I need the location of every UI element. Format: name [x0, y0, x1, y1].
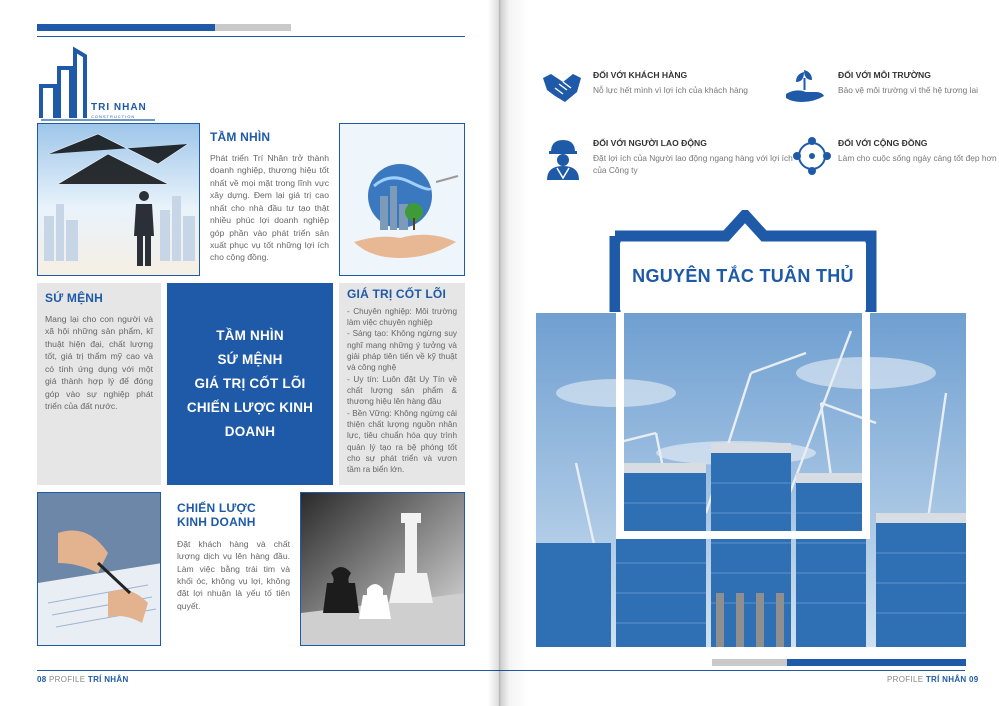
globe-city-image	[339, 123, 465, 276]
commitment-title: ĐỐI VỚI NGƯỜI LAO ĐỘNG	[593, 138, 707, 148]
bottom-rule	[37, 670, 499, 671]
commitment-title: ĐỐI VỚI KHÁCH HÀNG	[593, 70, 688, 80]
footer-brand: TRÍ NHÂN	[925, 675, 967, 684]
vision-title: TẦM NHÌN	[210, 130, 271, 144]
strategy-text: Đặt khách hàng và chất lượng dịch vụ lên hàng đầu. Làm việc bằng trái tim và khối óc, không vụ lợi, không đặt lợi nhuận là yếu tố tiên quyết.	[177, 538, 290, 611]
logo-tagline: CONSTRUCTION	[91, 114, 136, 119]
commitment-environment	[838, 70, 999, 96]
commitment-customers	[593, 70, 793, 96]
top-bar-gray	[215, 24, 291, 31]
core-values-title: GIÁ TRỊ CỐT LÕI	[347, 287, 446, 301]
commitment-workers	[593, 138, 793, 176]
page-gutter-shadow	[488, 0, 510, 706]
left-footer	[37, 675, 129, 684]
left-page	[0, 0, 499, 706]
plant-hand-icon	[784, 64, 824, 104]
vision-text: Phát triển Trí Nhân trở thành doanh nghiệp, thương hiệu tốt nhất về mọi mặt trong lĩnh vực xây dựng. Đem lại giá trị cao nhất cho nhà đầu tư tạo thật nhiều phúc lợi doanh nghiệp góp phần vào phát triển sản xuất phục vụ tốt những lợi ích cho cộng đồng.	[210, 152, 329, 263]
commitment-title: ĐỐI VỚI MÔI TRƯỜNG	[838, 70, 931, 80]
footer-brand: TRÍ NHÂN	[87, 675, 129, 684]
commitment-text: Nỗ lực hết mình vì lợi ích của khách hàng	[593, 85, 748, 95]
banner-label-box	[620, 243, 866, 310]
mission-title: SỨ MỆNH	[45, 291, 104, 305]
community-icon	[792, 136, 832, 176]
top-rule	[37, 36, 465, 37]
commitment-text: Đặt lợi ích của Người lao động ngang hàng với lợi ích của Công ty	[593, 153, 793, 176]
commitment-text: Làm cho cuộc sống ngày càng tốt đẹp hơn	[838, 153, 997, 163]
chess-pieces-image	[300, 492, 465, 646]
core-values-list	[347, 306, 457, 476]
summary-vision: TẦM NHÌN	[216, 328, 284, 343]
core-values-section	[339, 283, 465, 485]
page-number: 08	[37, 675, 47, 684]
vision-section	[200, 123, 339, 276]
commitment-text: Bảo vệ môi trường vì thế hệ tương lai	[838, 85, 978, 95]
business-documents-image	[37, 492, 161, 646]
footer-label: PROFILE	[49, 675, 86, 684]
mission-section	[37, 283, 161, 485]
top-bar-blue	[37, 24, 215, 31]
strategy-section	[167, 492, 300, 646]
bottom-rule	[499, 670, 965, 671]
right-page	[499, 0, 999, 706]
core-value-item: - Bền Vững: Không ngừng cải thiện chất lượng nguồn nhân lực, tiêu chuẩn hóa quy trình quản lý tạo ra bệ phóng tốt cho sự phát triển và vươn tầm ra biển lớn.	[347, 408, 457, 475]
summary-blue-box	[167, 283, 333, 485]
worker-icon	[543, 136, 583, 176]
commitment-title: ĐỐI VỚI CỘNG ĐỒNG	[838, 138, 928, 148]
bottom-bar-gray	[712, 659, 787, 666]
strategy-title: CHIẾN LƯỢC KINH DOANH	[177, 501, 256, 529]
core-value-item: - Uy tín: Luôn đặt Uy Tín về chất lượng sản phẩm & thương hiệu lên hàng đầu	[347, 374, 457, 407]
right-footer	[887, 675, 979, 684]
logo-name: TRI NHAN	[91, 102, 147, 113]
businessman-skyline-image	[37, 123, 200, 276]
footer-label: PROFILE	[887, 675, 924, 684]
page-number: 09	[969, 675, 979, 684]
summary-core-values: GIÁ TRỊ CỐT LÕI	[194, 376, 306, 391]
mission-text: Mang lại cho con người và xã hội những sản phẩm, kĩ thuật hiện đại, chất lượng tốt, giá trị thẩm mỹ cao và có tính ứng dụng với một giá thành hợp lý để đóng góp vào sự nghiệp phát triển của đất nước.	[45, 313, 153, 411]
handshake-icon	[541, 70, 581, 110]
summary-strategy: CHIẾN LƯỢC KINH DOANH	[186, 400, 314, 439]
banner-title: NGUYÊN TẮC TUÂN THỦ	[632, 266, 854, 286]
core-value-item: - Sáng tạo: Không ngừng suy nghĩ mang những ý tưởng và giải pháp tiên tiến về kỹ thuật và công nghệ	[347, 329, 457, 373]
commitment-community	[838, 138, 999, 164]
summary-mission: SỨ MỆNH	[217, 352, 283, 367]
core-value-item: - Chuyên nghiệp: Môi trường làm việc chuyên nghiệp	[347, 306, 457, 328]
company-logo	[37, 46, 157, 122]
bottom-bar-blue	[787, 659, 966, 666]
